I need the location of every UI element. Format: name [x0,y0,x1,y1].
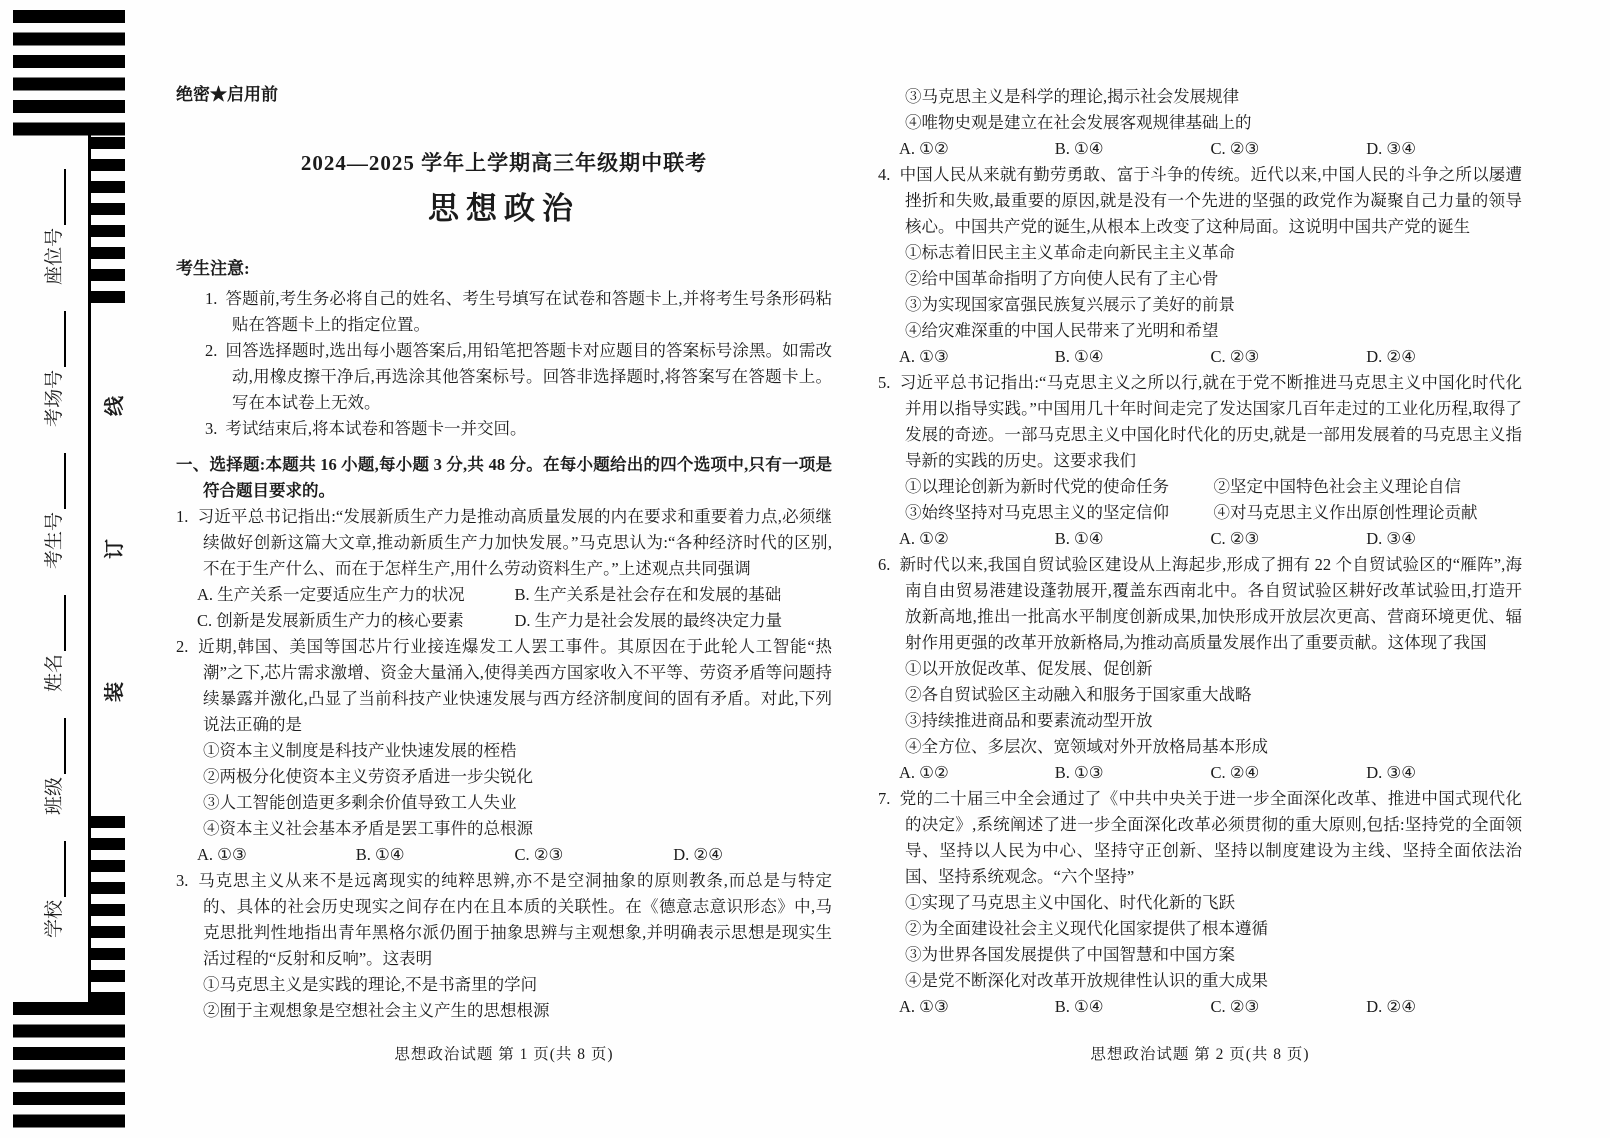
statement-4: ④是党不断深化对改革开放规律性认识的重大成果 [905,971,1268,990]
notice-heading: 考生注意: [176,259,250,278]
question-number: 4. [878,165,891,184]
notice-item-3 [176,416,832,442]
option-a: A. ①② [899,139,949,158]
field-class [39,718,66,815]
option-a: A. ①② [899,763,949,782]
option-b: B. ①④ [355,845,405,864]
statement-4: ④给灾难深重的中国人民带来了光明和希望 [905,321,1219,340]
notice-text: 答题前,考生务必将自己的姓名、考生号填写在试卷和答题卡上,并将考生号条形码粘贴在答题卡上的指定位置。 [225,289,832,334]
option-d: D. ③④ [1366,763,1416,782]
field-examinee-no [39,453,66,569]
question-number: 3. [176,871,189,890]
field-room-no-blank [60,311,66,367]
notice-text: 回答选择题时,选出每小题答案后,用铅笔把答题卡对应题目的答案标号涂黑。如需改动,用橡皮擦干净后,再选涂其他答案标号。回答非选择题时,将答案写在答题卡上。写在本试卷上无效。 [225,341,832,412]
question-3-stem [176,868,832,972]
option-d: D. 生产力是社会发展的最终决定力量 [514,611,783,630]
question-5-options [878,526,1522,552]
field-class-label: 班级 [44,776,65,815]
field-class-blank [60,718,66,774]
statement-2: ②各自贸试验区主动融入和服务于国家重大战略 [905,685,1252,704]
statement-3: ③马克思主义是科学的理论,揭示社会发展规律 [905,87,1240,106]
option-b: B. ①③ [1054,763,1104,782]
question-6-items [878,656,1522,760]
barcode-bottom-narrow [90,816,125,1002]
question-6 [878,552,1522,786]
option-d: D. ②④ [1366,997,1416,1016]
question-2-options [176,842,832,868]
question-2-stem [176,634,832,738]
binding-char-ding: 订 [104,539,126,559]
statement-3: ③人工智能创造更多剩余价值导致工人失业 [203,793,517,812]
option-a: A. ①② [899,529,949,548]
exam-page-2 [878,0,1522,1138]
question-text: 近期,韩国、美国等国芯片行业接连爆发工人罢工事件。其原因在于此轮人工智能“热潮”之下,芯片需求激增、资金大量涌入,使得美西方国家收入不平等、劳资矛盾等问题持续暴露并激化,凸显了当前科技产业快速发展与西方经济制度间的固有矛盾。对此,下列说法正确的是 [197,637,832,734]
option-c: C. ②④ [1210,763,1260,782]
option-c: C. ②③ [514,845,564,864]
question-1-options [176,582,832,634]
question-4-stem [878,162,1522,240]
page-2-footer: 思想政治试题 第 2 页(共 8 页) [1090,1046,1310,1063]
binding-char-xian: 线 [104,396,126,416]
statement-1: ①以理论创新为新时代党的使命任务 [905,477,1169,496]
question-2-items [176,738,832,842]
statement-1: ①资本主义制度是科技产业快速发展的桎梏 [203,741,517,760]
question-2 [176,634,832,868]
binding-line-label [98,396,124,702]
question-5 [878,370,1522,552]
statement-4: ④唯物史观是建立在社会发展客观规律基础上的 [905,113,1252,132]
question-6-stem [878,552,1522,656]
question-7-items [878,890,1522,994]
binding-char-zhuang: 装 [104,682,126,702]
option-a: A. ①③ [197,845,247,864]
question-3-items [176,972,832,1024]
barcode-top-wide [13,10,125,137]
option-d: D. ③④ [1366,529,1416,548]
field-seat-no [39,169,66,285]
question-text: 马克思主义从来不是远离现实的纯粹思辨,亦不是空洞抽象的原则教条,而总是与特定的、具体的社会历史现实之间存在内在且本质的关联性。在《德意志意识形态》中,马克思批判性地指出青年黑格尔派仍囿于抽象思辨与主观想象,并明确表示思想是现实生活过程的“反射和反响”。这表明 [197,871,832,968]
exam-page-1 [176,0,832,1138]
question-7-options [878,994,1522,1020]
question-1-stem [176,504,832,582]
field-school-blank [60,841,66,897]
notice-number: 2. [205,341,218,360]
section-heading: 一、选择题:本题共 16 小题,每小题 3 分,共 48 分。在每小题给出的四个选项中,只有一项是符合题目要求的。 [176,455,832,500]
statement-2: ②为全面建设社会主义现代化国家提供了根本遵循 [905,919,1268,938]
question-6-options [878,760,1522,786]
question-3 [176,868,832,1024]
question-text: 中国人民从来就有勤劳勇敢、富于斗争的传统。近代以来,中国人民的斗争之所以屡遭挫折和失败,最重要的原因,就是没有一个先进的坚强的政党作为凝聚自己力量的领导核心。中国共产党的诞生,从根本上改变了这种局面。这说明中国共产党的诞生 [899,165,1522,236]
statement-1: ①以开放促改革、促发展、促创新 [905,659,1153,678]
question-3-continued [878,84,1522,162]
statement-4: ④全方位、多层次、宽领域对外开放格局基本形成 [905,737,1268,756]
field-school [39,841,66,938]
option-a: A. ①③ [899,997,949,1016]
option-c: C. 创新是发展新质生产力的核心要素 [197,611,464,630]
option-b: B. ①④ [1054,529,1104,548]
statement-4: ④对马克思主义作出原创性理论贡献 [1213,503,1478,522]
question-7 [878,786,1522,1020]
page-1-footer: 思想政治试题 第 1 页(共 8 页) [394,1046,614,1063]
option-d: D. ③④ [1366,139,1416,158]
subject-title: 思想政治 [428,191,580,226]
question-1 [176,504,832,634]
option-c: C. ②③ [1210,139,1260,158]
option-b: B. 生产关系是社会存在和发展的基础 [514,585,782,604]
option-a: A. ①③ [899,347,949,366]
question-5-items [878,474,1522,526]
field-room-no-label: 考场号 [44,369,65,427]
field-name [39,595,66,692]
field-seat-no-blank [60,169,66,225]
binding-edge-line [88,133,91,1003]
question-text: 新时代以来,我国自贸试验区建设从上海起步,形成了拥有 22 个自贸试验区的“雁阵”,海南自由贸易港建设蓬勃展开,覆盖东西南北中。各自贸试验区耕好改革试验田,打造开放新高地,推出一批高水平制度创新成果,加快形成开放层次更高、营商环境更优、辐射作用更强的改革开放新格局,为推动高质量发展作出了重要贡献。这体现了我国 [899,555,1522,652]
option-b: B. ①④ [1054,139,1104,158]
question-number: 5. [878,373,891,392]
question-text: 习近平总书记指出:“发展新质生产力是推动高质量发展的内在要求和重要着力点,必须继续做好创新这篇大文章,推动新质生产力加快发展。”马克思认为:“各种经济时代的区别,不在于生产什么、而在于怎样生产,用什么劳动资料生产。”上述观点共同强调 [197,507,832,578]
question-text: 习近平总书记指出:“马克思主义之所以行,就在于党不断推进马克思主义中国化时代化并用以指导实践。”中国用几十年时间走完了发达国家几百年走过的工业化历程,取得了发展的奇迹。一部马克思主义中国化时代化的历史,就是一部用发展着的马克思主义指导新的实践的历史。这要求我们 [899,373,1522,470]
question-5-stem [878,370,1522,474]
question-4-options [878,344,1522,370]
question-number: 7. [878,789,891,808]
question-number: 6. [878,555,891,574]
statement-1: ①标志着旧民主主义革命走向新民主主义革命 [905,243,1235,262]
statement-4: ④资本主义社会基本矛盾是罢工事件的总根源 [203,819,533,838]
statement-2: ②给中国革命指明了方向使人民有了主心骨 [905,269,1219,288]
field-examinee-no-label: 考生号 [44,511,65,569]
field-seat-no-label: 座位号 [44,227,65,285]
option-b: B. ①④ [1054,997,1104,1016]
option-d: D. ②④ [673,845,723,864]
question-4 [878,162,1522,370]
field-examinee-no-blank [60,453,66,509]
field-name-label: 姓名 [44,653,65,692]
statement-1: ①马克思主义是实践的理论,不是书斋里的学问 [203,975,538,994]
statement-2: ②坚定中国特色社会主义理论自信 [1213,477,1461,496]
barcode-top-narrow [90,137,125,304]
notice-item-1 [176,286,832,338]
statement-3: ③为世界各国发展提供了中国智慧和中国方案 [905,945,1235,964]
option-c: C. ②③ [1210,347,1260,366]
field-name-blank [60,595,66,651]
field-room-no [39,311,66,427]
secret-notice: 绝密★启用前 [176,85,278,104]
notice-number: 3. [205,419,218,438]
statement-3: ③为实现国家富强民族复兴展示了美好的前景 [905,295,1235,314]
notice-number: 1. [205,289,218,308]
question-3-options [878,136,1522,162]
option-b: B. ①④ [1054,347,1104,366]
option-a: A. 生产关系一定要适应生产力的状况 [197,585,465,604]
question-text: 党的二十届三中全会通过了《中共中央关于进一步全面深化改革、推进中国式现代化的决定》,系统阐述了进一步全面深化改革必须贯彻的重大原则,包括:坚持党的全面领导、坚持以人民为中心、坚持守正创新、坚持以制度建设为主线、坚持全面依法治国、坚持系统观念。“六个坚持” [899,789,1522,886]
student-info-fields [40,190,66,938]
statement-3: ③始终坚持对马克思主义的坚定信仰 [905,503,1169,522]
option-c: C. ②③ [1210,529,1260,548]
barcode-bottom-wide [13,1002,125,1130]
question-number: 2. [176,637,189,656]
exam-title: 2024—2025 学年上学期高三年级期中联考 [300,151,708,175]
field-school-label: 学校 [44,899,65,938]
notice-text: 考试结束后,将本试卷和答题卡一并交回。 [225,419,527,438]
notice-item-2 [176,338,832,416]
statement-3: ③持续推进商品和要素流动型开放 [905,711,1153,730]
question-3-items-continued [878,84,1522,136]
question-7-stem [878,786,1522,890]
question-4-items [878,240,1522,344]
question-number: 1. [176,507,189,526]
statement-2: ②两极分化使资本主义劳资矛盾进一步尖锐化 [203,767,533,786]
option-c: C. ②③ [1210,997,1260,1016]
statement-1: ①实现了马克思主义中国化、时代化新的飞跃 [905,893,1235,912]
statement-2: ②囿于主观想象是空想社会主义产生的思想根源 [203,1001,550,1020]
option-d: D. ②④ [1366,347,1416,366]
